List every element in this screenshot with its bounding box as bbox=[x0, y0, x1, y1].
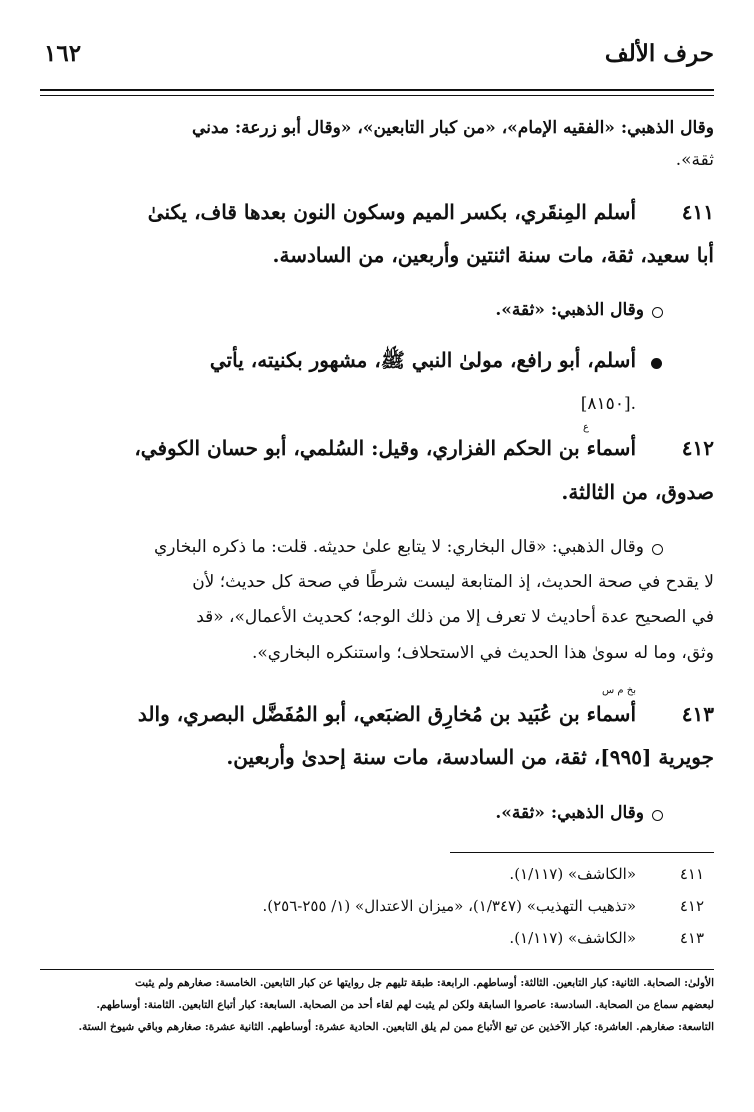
footnote-text: «تذهيب التهذيب» (١/٣٤٧)، «ميزان الاعتدال» (١/ ٢٥٥-٢٥٦). bbox=[262, 897, 636, 915]
filled-bullet-icon bbox=[651, 358, 662, 369]
aslam-entry-line-1: أسلم، أبو رافع، مولىٰ النبي ﷺ، مشهور بكنيته، يأتي bbox=[209, 348, 636, 372]
tabaqat-legend-line-2: لبعضهم سماع من الصحابة. السادسة: عاصروا السابقة ولكن لم يثبت لهم لقاء أحد من الصحابة. السابعة: كبار أتباع التابعين. الثامنة: أوساطهم. bbox=[96, 999, 714, 1011]
circle-bullet-icon bbox=[652, 544, 663, 555]
dhahabi-412-line-3: في الصحيح عدة أحاديث لا تعرف إلا من ذلك الوجه؛ كحديث الأعمال»، «قد bbox=[196, 607, 714, 627]
dhahabi-note-413: وقال الذهبي: «ثقة». bbox=[495, 803, 644, 823]
footnote-separator bbox=[450, 852, 714, 853]
dhahabi-note-line-2: ثقة». bbox=[675, 150, 714, 170]
running-header-title: حرف الألف bbox=[604, 40, 714, 67]
footnote-number: ٤١١ bbox=[679, 865, 704, 883]
entry-411-line-2: أبا سعيد، ثقة، مات سنة اثنتين وأربعين، من السادسة. bbox=[272, 243, 714, 267]
dhahabi-412-line-1: وقال الذهبي: «قال البخاري: لا يتابع علىٰ حديثه. قلت: ما ذكره البخاري bbox=[154, 537, 644, 557]
dhahabi-412-line-4: وثق، وما له سوىٰ هذا الحديث في الاستحلاف؛ واستنكره البخاري». bbox=[251, 643, 714, 663]
page-number: ١٦٢ bbox=[44, 40, 82, 67]
entry-413-symbols: بخ م س bbox=[602, 685, 636, 696]
footnote-number: ٤١٢ bbox=[679, 897, 704, 915]
legend-separator bbox=[40, 969, 714, 970]
entry-412-symbol: ع bbox=[583, 422, 589, 433]
aslam-entry-line-2: [٨١٥٠]. bbox=[580, 394, 636, 414]
entry-number-413: ٤١٣ bbox=[681, 702, 714, 726]
entry-412-line-1: أسماء بن الحكم الفزاري، وقيل: السُلمي، أبو حسان الكوفي، bbox=[134, 436, 636, 460]
entry-number-411: ٤١١ bbox=[681, 200, 714, 224]
entry-number-412: ٤١٢ bbox=[681, 436, 714, 460]
dhahabi-note-411: وقال الذهبي: «ثقة». bbox=[495, 300, 644, 320]
tabaqat-legend-line-3: التاسعة: صغارهم. العاشرة: كبار الآخذين عن تبع الأتباع ممن لم يلق التابعين. الحادية عشرة: أوساطهم. الثانية عشرة: صغارهم وباقي شيوخ الستة. bbox=[78, 1021, 714, 1033]
dhahabi-note-line-1: وقال الذهبي: «الفقيه الإمام»، «من كبار التابعين»، «وقال أبو زرعة: مدني bbox=[192, 118, 714, 138]
entry-411-line-1: أسلم المِنقَري، بكسر الميم وسكون النون بعدها قاف، يكنىٰ bbox=[147, 200, 636, 224]
circle-bullet-icon bbox=[652, 810, 663, 821]
header-rule-thin bbox=[40, 95, 714, 96]
entry-413-line-1: أسماء بن عُبَيد بن مُخارِق الضبَعي، أبو المُفَضَّل البصري، والد bbox=[137, 702, 636, 726]
footnote-text: «الكاشف» (١/١١٧). bbox=[509, 865, 636, 883]
circle-bullet-icon bbox=[652, 307, 663, 318]
footnote-number: ٤١٣ bbox=[679, 929, 704, 947]
footnote-text: «الكاشف» (١/١١٧). bbox=[509, 929, 636, 947]
dhahabi-412-line-2: لا يقدح في صحة الحديث، إذ المتابعة ليست شرطًا في صحة كل حديث؛ لأن bbox=[192, 572, 714, 592]
tabaqat-legend-line-1: الأولىٰ: الصحابة. الثانية: كبار التابعين. الثالثة: أوساطهم. الرابعة: طبقة تليهم جل روايتها عن كبار التابعين. الخامسة: صغارهم ولم يثبت bbox=[135, 977, 714, 989]
entry-413-line-2: جويرية [٩٩٥]، ثقة، من السادسة، مات سنة إحدىٰ وأربعين. bbox=[226, 745, 714, 769]
header-rule-thick bbox=[40, 89, 714, 91]
entry-412-line-2: صدوق، من الثالثة. bbox=[561, 480, 714, 504]
